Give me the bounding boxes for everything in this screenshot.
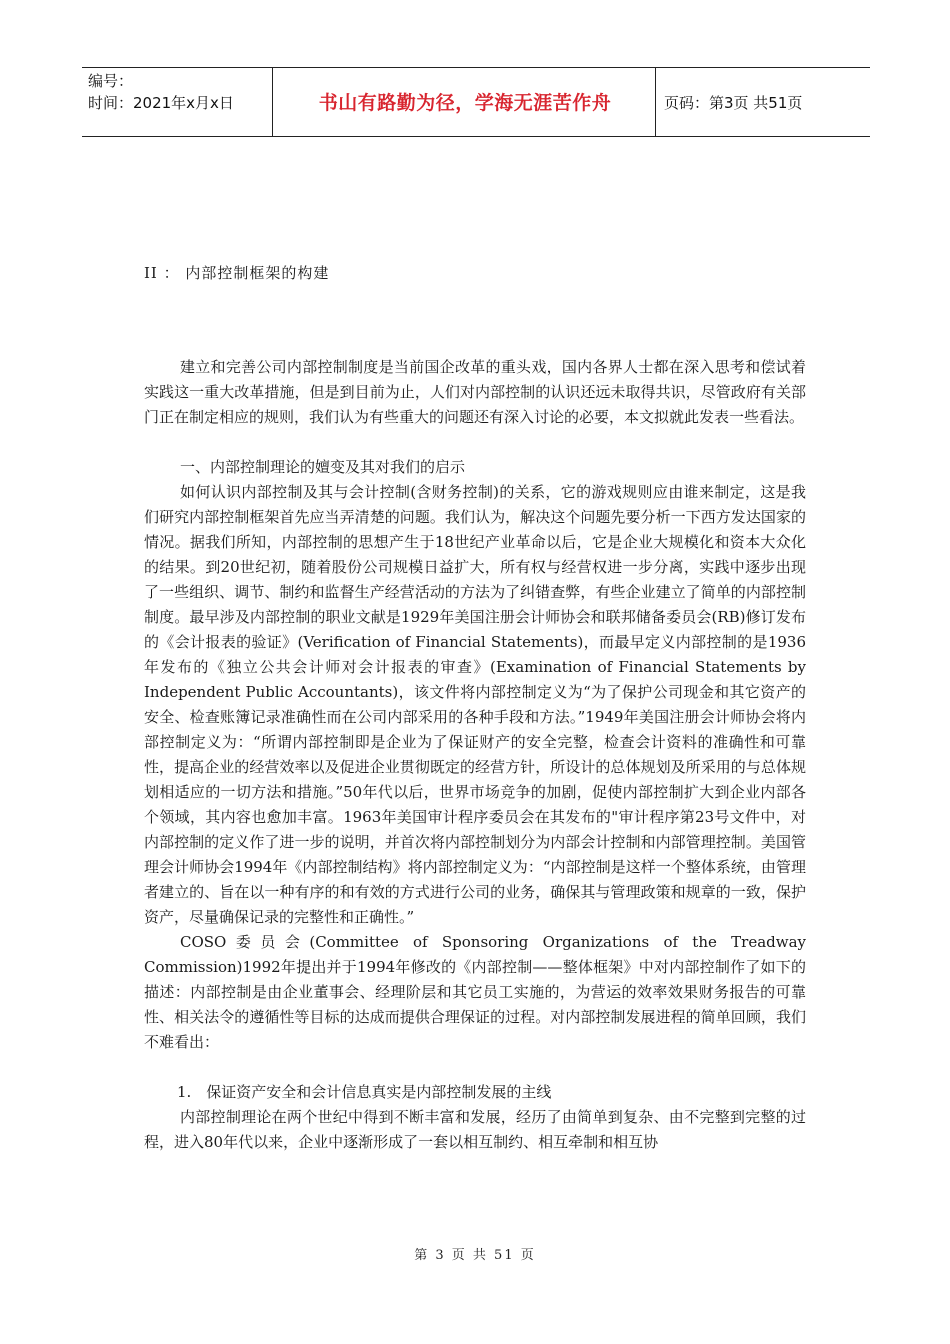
header-left-block [88, 70, 234, 114]
document-body [144, 355, 806, 1155]
header-divider-right [655, 67, 656, 136]
paragraph-gap [144, 430, 806, 455]
document-date: 时间：2021年x月x日 [88, 94, 234, 112]
heading-section-one: 一、内部控制理论的嬗变及其对我们的启示 [180, 458, 466, 476]
header-bottom-rule [82, 136, 870, 137]
paragraph-gap [144, 1055, 806, 1080]
header-motto: 书山有路勤为径，学海无涯苦作舟 [318, 92, 612, 114]
header-divider-left [272, 67, 273, 136]
intro-paragraph: 建立和完善公司内部控制制度是当前国企改革的重头戏，国内各界人士都在深入思考和偿试着实践这一重大改革措施，但是到目前为止，人们对内部控制的认识还远未取得共识，尽管政府有关部门正在制定相应的规则，我们认为有些重大的问题还有深入讨论的必要，本文拟就此发表一些看法。 [144, 358, 806, 426]
header-page-info: 页码：第3页 共51页 [664, 94, 803, 112]
body-paragraph-3: 内部控制理论在两个世纪中得到不断丰富和发展，经历了由简单到复杂、由不完整到完整的过程，进入80年代以来，企业中逐渐形成了一套以相互制约、相互牵制和相互协 [144, 1108, 806, 1151]
page-footer: 第 3 页 共 51 页 [414, 1248, 536, 1263]
document-number-label: 编号： [88, 72, 134, 90]
heading-subsection-1: 1. 保证资产安全和会计信息真实是内部控制发展的主线 [177, 1083, 552, 1101]
body-paragraph-2: COSO委员会(Committee of Sponsoring Organizations of the Treadway Commission)1992年提出并于1994年修改的《内部控制——整体框架》中对内部控制作了如下的描述：内部控制是由企业董事会、经理阶层和其它员工实施的，为营运的效率效果财务报告的可靠性、相关法令的遵循性等目标的达成而提供合理保证的过程。对内部控制发展进程的简单回顾，我们不难看出： [144, 933, 806, 1051]
header-top-rule [82, 67, 870, 68]
body-paragraph-1: 如何认识内部控制及其与会计控制(含财务控制)的关系，它的游戏规则应由谁来制定，这是我们研究内部控制框架首先应当弄清楚的问题。我们认为，解决这个问题先要分析一下西方发达国家的情况。据我们所知，内部控制的思想产生于18世纪产业革命以后，它是企业大规模化和资本大众化的结果。到20世纪初，随着股份公司规模日益扩大，所有权与经营权进一步分离，实践中逐步出现了一些组织、调节、制约和监督生产经营活动的方法为了纠错查弊，有些企业建立了简单的内部控制制度。最早涉及内部控制的职业文献是1929年美国注册会计师协会和联邦储备委员会(RB)修订发布的《会计报表的验证》(Verification of Financial Statements)，而最早定义内部控制的是1936年发布的《独立公共会计师对会计报表的审查》(Examination of Financial Statements by Independent Public Accountants)，该文件将内部控制定义为“为了保护公司现金和其它资产的安全、检查账簿记录准确性而在公司内部采用的各种手段和方法。”1949年美国注册会计师协会将内部控制定义为：“所谓内部控制即是企业为了保证财产的安全完整，检查会计资料的准确性和可靠性，提高企业的经营效率以及促进企业贯彻既定的经营方针，所设计的总体规划及所采用的与总体规划相适应的一切方法和措施。”50年代以后，世界市场竞争的加剧，促使内部控制扩大到企业内部各个领域，其内容也愈加丰富。1963年美国审计程序委员会在其发布的"审计程序第23号文件中，对内部控制的定义作了进一步的说明，并首次将内部控制划分为内部会计控制和内部管理控制。美国管理会计师协会1994年《内部控制结构》将内部控制定义为：“内部控制是这样一个整体系统，由管理者建立的、旨在以一种有序的和有效的方式进行公司的业务，确保其与管理政策和规章的一致，保护资产，尽量确保记录的完整性和正确性。” [144, 483, 806, 926]
section-title: II ： 内部控制框架的构建 [144, 264, 330, 282]
